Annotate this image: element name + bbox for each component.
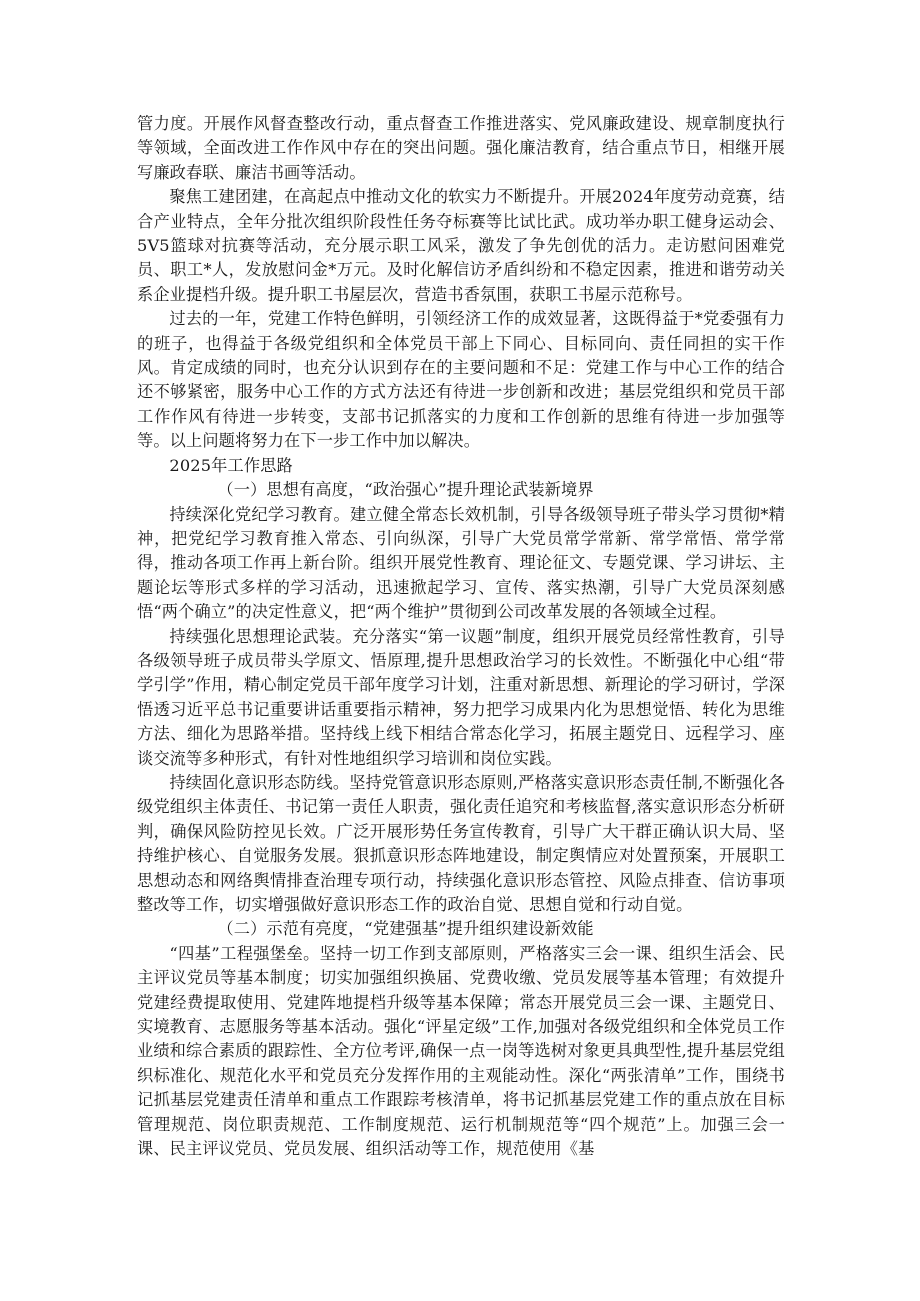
body-paragraph: 过去的一年，党建工作特色鲜明，引领经济工作的成效显著，这既得益于*党委强有力的班子，也得益于各级党组织和全体党员干部上下同心、目标同向、责任同担的实干作风。肯定成绩的同时，也充分认识到存在的主要问题和不足：党建工作与中心工作的结合还不够紧密，服务中心工作的方式方法还有待进一步创新和改进；基层党组织和党员干部工作作风有待进一步转变，支部书记抓落实的力度和工作创新的思维有待进一步加强等等。以上问题将努力在下一步工作中加以解决。 — [137, 309, 785, 451]
body-paragraph: 聚焦工建团建，在高起点中推动文化的软实力不断提升。开展2024年度劳动竞赛，结合产业特点，全年分批次组织阶段性任务夺标赛等比试比武。成功举办职工健身运动会、5V5篮球对抗赛等活动，充分展示职工风采，激发了争先创优的活力。走访慰问困难党员、职工*人，发放慰问金*万元。及时化解信访矛盾纠纷和不稳定因素，推进和谐劳动关系企业提档升级。提升职工书屋层次，营造书香氛围，获职工书屋示范称号。 — [137, 187, 785, 304]
subsection-title: （二）示范有亮度，“党建强基”提升组织建设新效能 — [217, 919, 594, 939]
document-page — [137, 112, 785, 1161]
body-paragraph: 持续强化思想理论武装。充分落实“第一议题”制度，组织开展党员经常性教育，引导各级领导班子成员带头学原文、悟原理,提升思想政治学习的长效性。不断强化中心组“带学引学”作用，精心制定党员干部年度学习计划，注重对新思想、新理论的学习研讨，学深悟透习近平总书记重要讲话重要指示精神，努力把学习成果内化为思想觉悟、转化为思维方法、细化为思路举措。坚持线上线下相结合常态化学习，拓展主题党日、远程学习、座谈交流等多种形式，有针对性地组织学习培训和岗位实践。 — [137, 626, 785, 768]
body-paragraph: “四基”工程强堡垒。坚持一切工作到支部原则，严格落实三会一课、组织生活会、民主评议党员等基本制度；切实加强组织换届、党费收缴、党员发展等基本管理；有效提升党建经费提取使用、党建阵地提档升级等基本保障；常态开展党员三会一课、主题党日、实境教育、志愿服务等基本活动。强化“评星定级”工作,加强对各级党组织和全体党员工作业绩和综合素质的跟踪性、全方位考评,确保一点一岗等选树对象更具典型性,提升基层党组织标准化、规范化水平和党员充分发挥作用的主观能动性。深化“两张清单”工作，围绕书记抓基层党建责任清单和重点工作跟踪考核清单，将书记抓基层党建工作的重点放在目标管理规范、岗位职责规范、工作制度规范、运行机制规范等“四个规范”上。加强三会一课、民主评议党员、党员发展、组织活动等工作，规范使用《基 — [137, 943, 785, 1159]
body-paragraph: 持续固化意识形态防线。坚持党管意识形态原则,严格落实意识形态责任制,不断强化各级党组织主体责任、书记第一责任人职责，强化责任追究和考核监督,落实意识形态分析研判，确保风险防控见长效。广泛开展形势任务宣传教育，引导广大干群正确认识大局、坚持维护核心、自觉服务发展。狠抓意识形态阵地建设，制定舆情应对处置预案，开展职工思想动态和网络舆情排查治理专项行动，持续强化意识形态管控、风险点排查、信访事项整改等工作，切实增强做好意识形态工作的政治自觉、思想自觉和行动自觉。 — [137, 772, 785, 914]
subsection-title: （一）思想有高度，“政治强心”提升理论武装新境界 — [217, 480, 594, 500]
body-paragraph: 持续深化党纪学习教育。建立健全常态长效机制，引导各级领导班子带头学习贯彻*精神，把党纪学习教育推入常态、引向纵深，引导广大党员常学常新、常学常悟、常学常得，推动各项工作再上新台阶。组织开展党性教育、理论征文、专题党课、学习讲坛、主题论坛等形式多样的学习活动，迅速掀起学习、宣传、落实热潮，引导广大党员深刻感悟“两个确立”的决定性意义，把“两个维护”贯彻到公司改革发展的各领域全过程。 — [137, 504, 785, 622]
body-paragraph: 管力度。开展作风督查整改行动，重点督查工作推进落实、党风廉政建设、规章制度执行等领域，全面改进工作作风中存在的突出问题。强化廉洁教育，结合重点节日，相继开展写廉政春联、廉洁书画等活动。 — [137, 114, 785, 182]
section-title: 2025年工作思路 — [169, 455, 293, 475]
